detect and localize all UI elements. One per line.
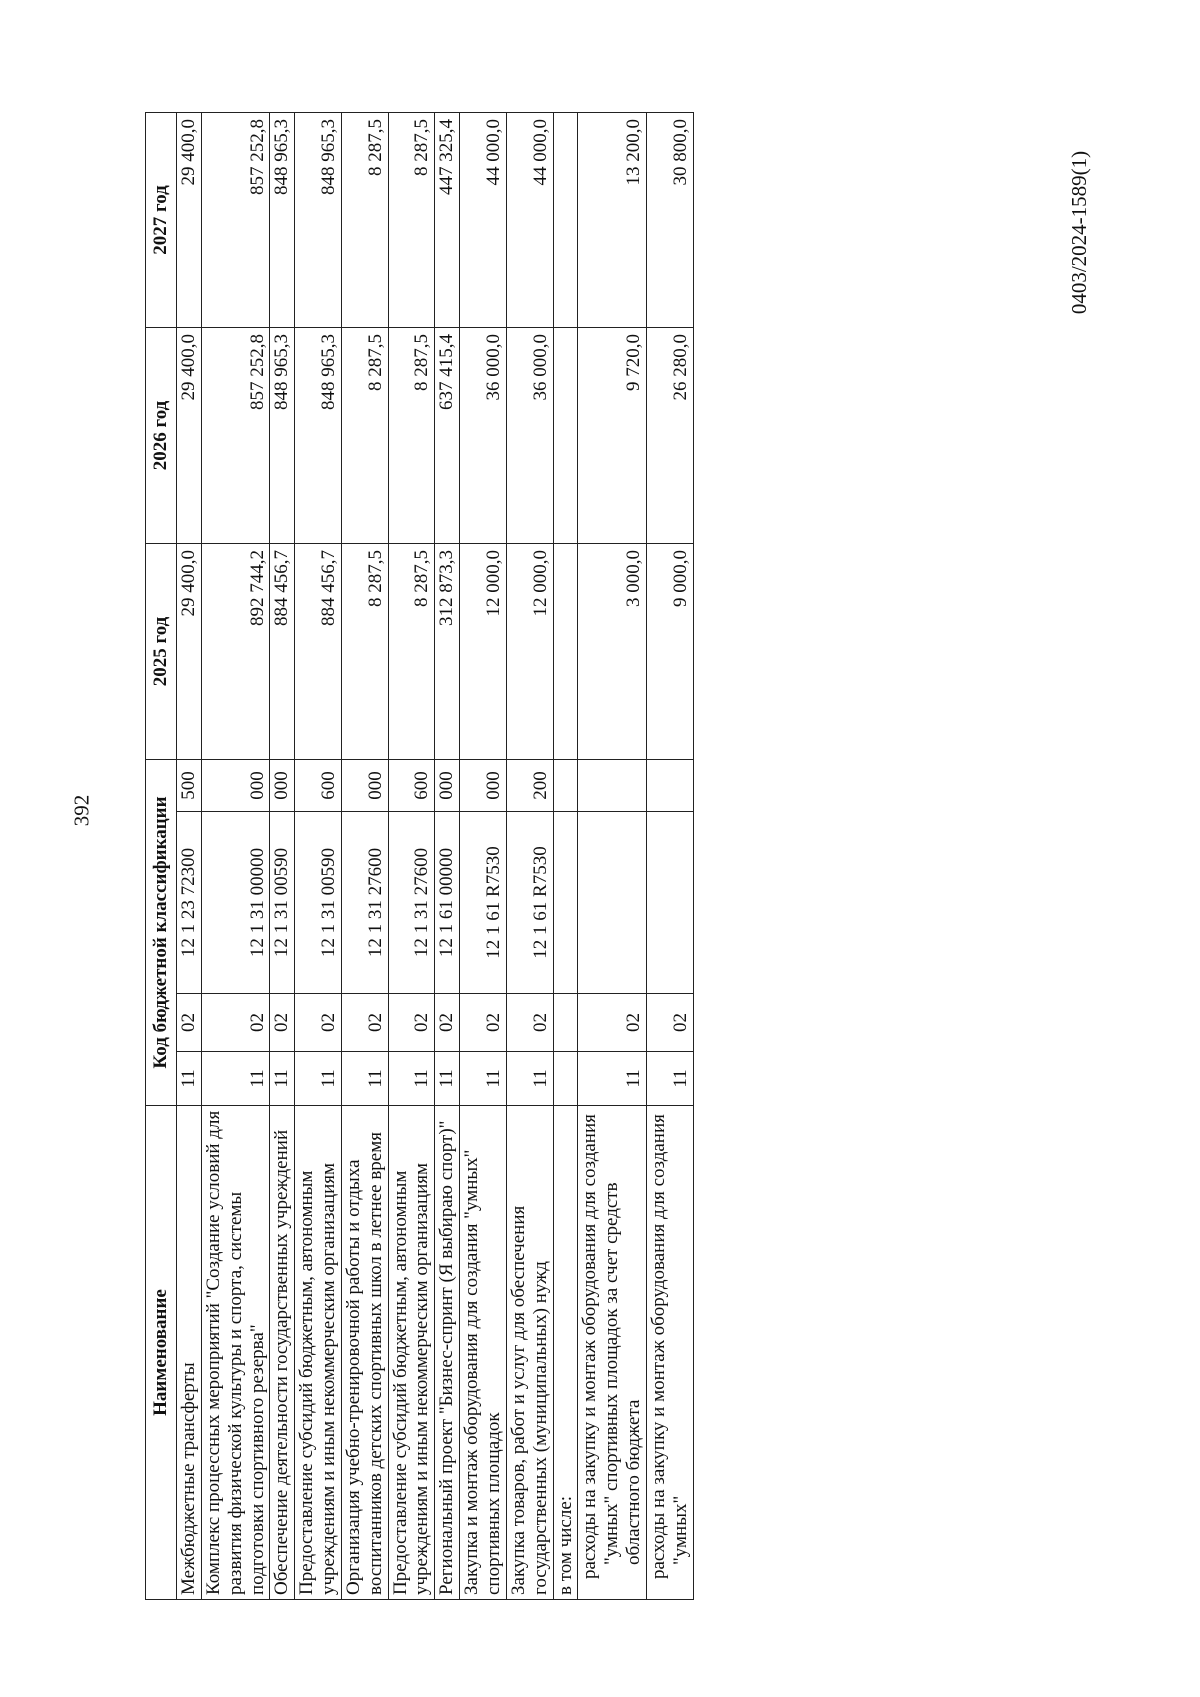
- cell-name: Комплекс процессных мероприятий "Создание условий для развития физической культуры и спорта, системы подготовки спортивного резерва": [201, 1106, 270, 1600]
- header-2027: 2027 год: [146, 112, 177, 327]
- table-row: [506, 112, 553, 1599]
- cell-expense-type: 600: [295, 759, 342, 811]
- cell-2026: 848 965,3: [270, 327, 295, 543]
- cell-expense-type: 000: [201, 759, 270, 811]
- cell-target-article: 12 1 61 R7530: [460, 812, 507, 994]
- cell-2027: 29 400,0: [177, 112, 202, 327]
- cell-target-article: [553, 812, 578, 994]
- cell-section: 11: [460, 1052, 507, 1106]
- table-row: [201, 112, 270, 1599]
- cell-section: 11: [295, 1052, 342, 1106]
- cell-target-article: [578, 812, 647, 994]
- table-row: [578, 112, 647, 1599]
- cell-target-article: [646, 812, 693, 994]
- cell-2027: 13 200,0: [578, 112, 647, 327]
- cell-2027: 44 000,0: [460, 112, 507, 327]
- cell-2025: [553, 543, 578, 759]
- document-code: 0403/2024-1589(1): [1067, 150, 1092, 315]
- cell-2025: 12 000,0: [506, 543, 553, 759]
- cell-section: 11: [646, 1052, 693, 1106]
- cell-2026: 36 000,0: [460, 327, 507, 543]
- cell-subsection: 02: [506, 994, 553, 1052]
- cell-subsection: 02: [435, 994, 460, 1052]
- cell-expense-type: 000: [341, 759, 388, 811]
- cell-2027: 44 000,0: [506, 112, 553, 327]
- cell-2026: 29 400,0: [177, 327, 202, 543]
- cell-name: Предоставление субсидий бюджетным, автономным учреждениям и иным некоммерческим организациям: [388, 1106, 435, 1600]
- cell-subsection: 02: [295, 994, 342, 1052]
- cell-expense-type: 000: [460, 759, 507, 811]
- table-header-row: [146, 112, 177, 1599]
- cell-name: Региональный проект "Бизнес-спринт (Я выбираю спорт)": [435, 1106, 460, 1600]
- cell-2025: 8 287,5: [341, 543, 388, 759]
- header-code: Код бюджетной классификации: [146, 759, 177, 1105]
- cell-target-article: 12 1 31 00000: [201, 812, 270, 994]
- cell-2025: 29 400,0: [177, 543, 202, 759]
- cell-name: в том числе:: [553, 1106, 578, 1600]
- cell-subsection: 02: [341, 994, 388, 1052]
- cell-subsection: 02: [646, 994, 693, 1052]
- header-2025: 2025 год: [146, 543, 177, 759]
- table-row: [553, 112, 578, 1599]
- cell-2026: 8 287,5: [341, 327, 388, 543]
- cell-2026: 9 720,0: [578, 327, 647, 543]
- cell-2026: 637 415,4: [435, 327, 460, 543]
- header-name: Наименование: [146, 1106, 177, 1600]
- table-row: [646, 112, 693, 1599]
- cell-target-article: 12 1 23 72300: [177, 812, 202, 994]
- cell-2026: 848 965,3: [295, 327, 342, 543]
- cell-section: 11: [506, 1052, 553, 1106]
- cell-expense-type: [646, 759, 693, 811]
- rotated-page: [145, 113, 875, 1600]
- cell-expense-type: 600: [388, 759, 435, 811]
- cell-2025: 12 000,0: [460, 543, 507, 759]
- cell-section: 11: [578, 1052, 647, 1106]
- cell-2025: 884 456,7: [270, 543, 295, 759]
- table-row: [460, 112, 507, 1599]
- cell-section: 11: [388, 1052, 435, 1106]
- cell-2025: 8 287,5: [388, 543, 435, 759]
- cell-expense-type: 000: [270, 759, 295, 811]
- cell-subsection: 02: [201, 994, 270, 1052]
- budget-table: [145, 112, 694, 1600]
- cell-subsection: 02: [388, 994, 435, 1052]
- cell-2025: 892 744,2: [201, 543, 270, 759]
- cell-name: расходы на закупку и монтаж оборудования для создания "умных": [646, 1106, 693, 1600]
- table-row: [435, 112, 460, 1599]
- cell-2025: 884 456,7: [295, 543, 342, 759]
- cell-target-article: 12 1 31 00590: [295, 812, 342, 994]
- page-number: 392: [69, 794, 94, 827]
- cell-2027: 8 287,5: [388, 112, 435, 327]
- cell-target-article: 12 1 61 R7530: [506, 812, 553, 994]
- cell-subsection: [553, 994, 578, 1052]
- cell-section: 11: [201, 1052, 270, 1106]
- cell-name: Закупка товаров, работ и услуг для обеспечения государственных (муниципальных) нужд: [506, 1106, 553, 1600]
- cell-section: 11: [435, 1052, 460, 1106]
- cell-name: Межбюджетные трансферты: [177, 1106, 202, 1600]
- cell-expense-type: [578, 759, 647, 811]
- cell-name: расходы на закупку и монтаж оборудования для создания "умных" спортивных площадок за счет средств областного бюджета: [578, 1106, 647, 1600]
- cell-name: Обеспечение деятельности государственных учреждений: [270, 1106, 295, 1600]
- cell-target-article: 12 1 31 27600: [341, 812, 388, 994]
- cell-name: Предоставление субсидий бюджетным, автономным учреждениям и иным некоммерческим организациям: [295, 1106, 342, 1600]
- cell-target-article: 12 1 61 00000: [435, 812, 460, 994]
- cell-expense-type: 000: [435, 759, 460, 811]
- cell-2027: 30 800,0: [646, 112, 693, 327]
- cell-2025: 312 873,3: [435, 543, 460, 759]
- cell-subsection: 02: [270, 994, 295, 1052]
- cell-2026: 8 287,5: [388, 327, 435, 543]
- cell-2025: 9 000,0: [646, 543, 693, 759]
- table-row: [270, 112, 295, 1599]
- cell-2025: 3 000,0: [578, 543, 647, 759]
- cell-2026: 857 252,8: [201, 327, 270, 543]
- table-row: [388, 112, 435, 1599]
- cell-section: 11: [270, 1052, 295, 1106]
- cell-expense-type: 200: [506, 759, 553, 811]
- cell-2026: 36 000,0: [506, 327, 553, 543]
- cell-subsection: 02: [460, 994, 507, 1052]
- header-2026: 2026 год: [146, 327, 177, 543]
- cell-name: Закупка и монтаж оборудования для создания "умных" спортивных площадок: [460, 1106, 507, 1600]
- cell-name: Организация учебно-тренировочной работы и отдыха воспитанников детских спортивных школ в летнее время: [341, 1106, 388, 1600]
- cell-section: 11: [177, 1052, 202, 1106]
- cell-target-article: 12 1 31 27600: [388, 812, 435, 994]
- cell-target-article: 12 1 31 00590: [270, 812, 295, 994]
- cell-2026: 26 280,0: [646, 327, 693, 543]
- cell-2027: 857 252,8: [201, 112, 270, 327]
- cell-section: 11: [341, 1052, 388, 1106]
- table-row: [177, 112, 202, 1599]
- cell-2026: [553, 327, 578, 543]
- table-row: [341, 112, 388, 1599]
- cell-subsection: 02: [578, 994, 647, 1052]
- table-row: [295, 112, 342, 1599]
- cell-2027: 8 287,5: [341, 112, 388, 327]
- cell-expense-type: 500: [177, 759, 202, 811]
- cell-2027: 447 325,4: [435, 112, 460, 327]
- cell-expense-type: [553, 759, 578, 811]
- cell-subsection: 02: [177, 994, 202, 1052]
- cell-2027: 848 965,3: [270, 112, 295, 327]
- cell-2027: 848 965,3: [295, 112, 342, 327]
- cell-2027: [553, 112, 578, 327]
- cell-section: [553, 1052, 578, 1106]
